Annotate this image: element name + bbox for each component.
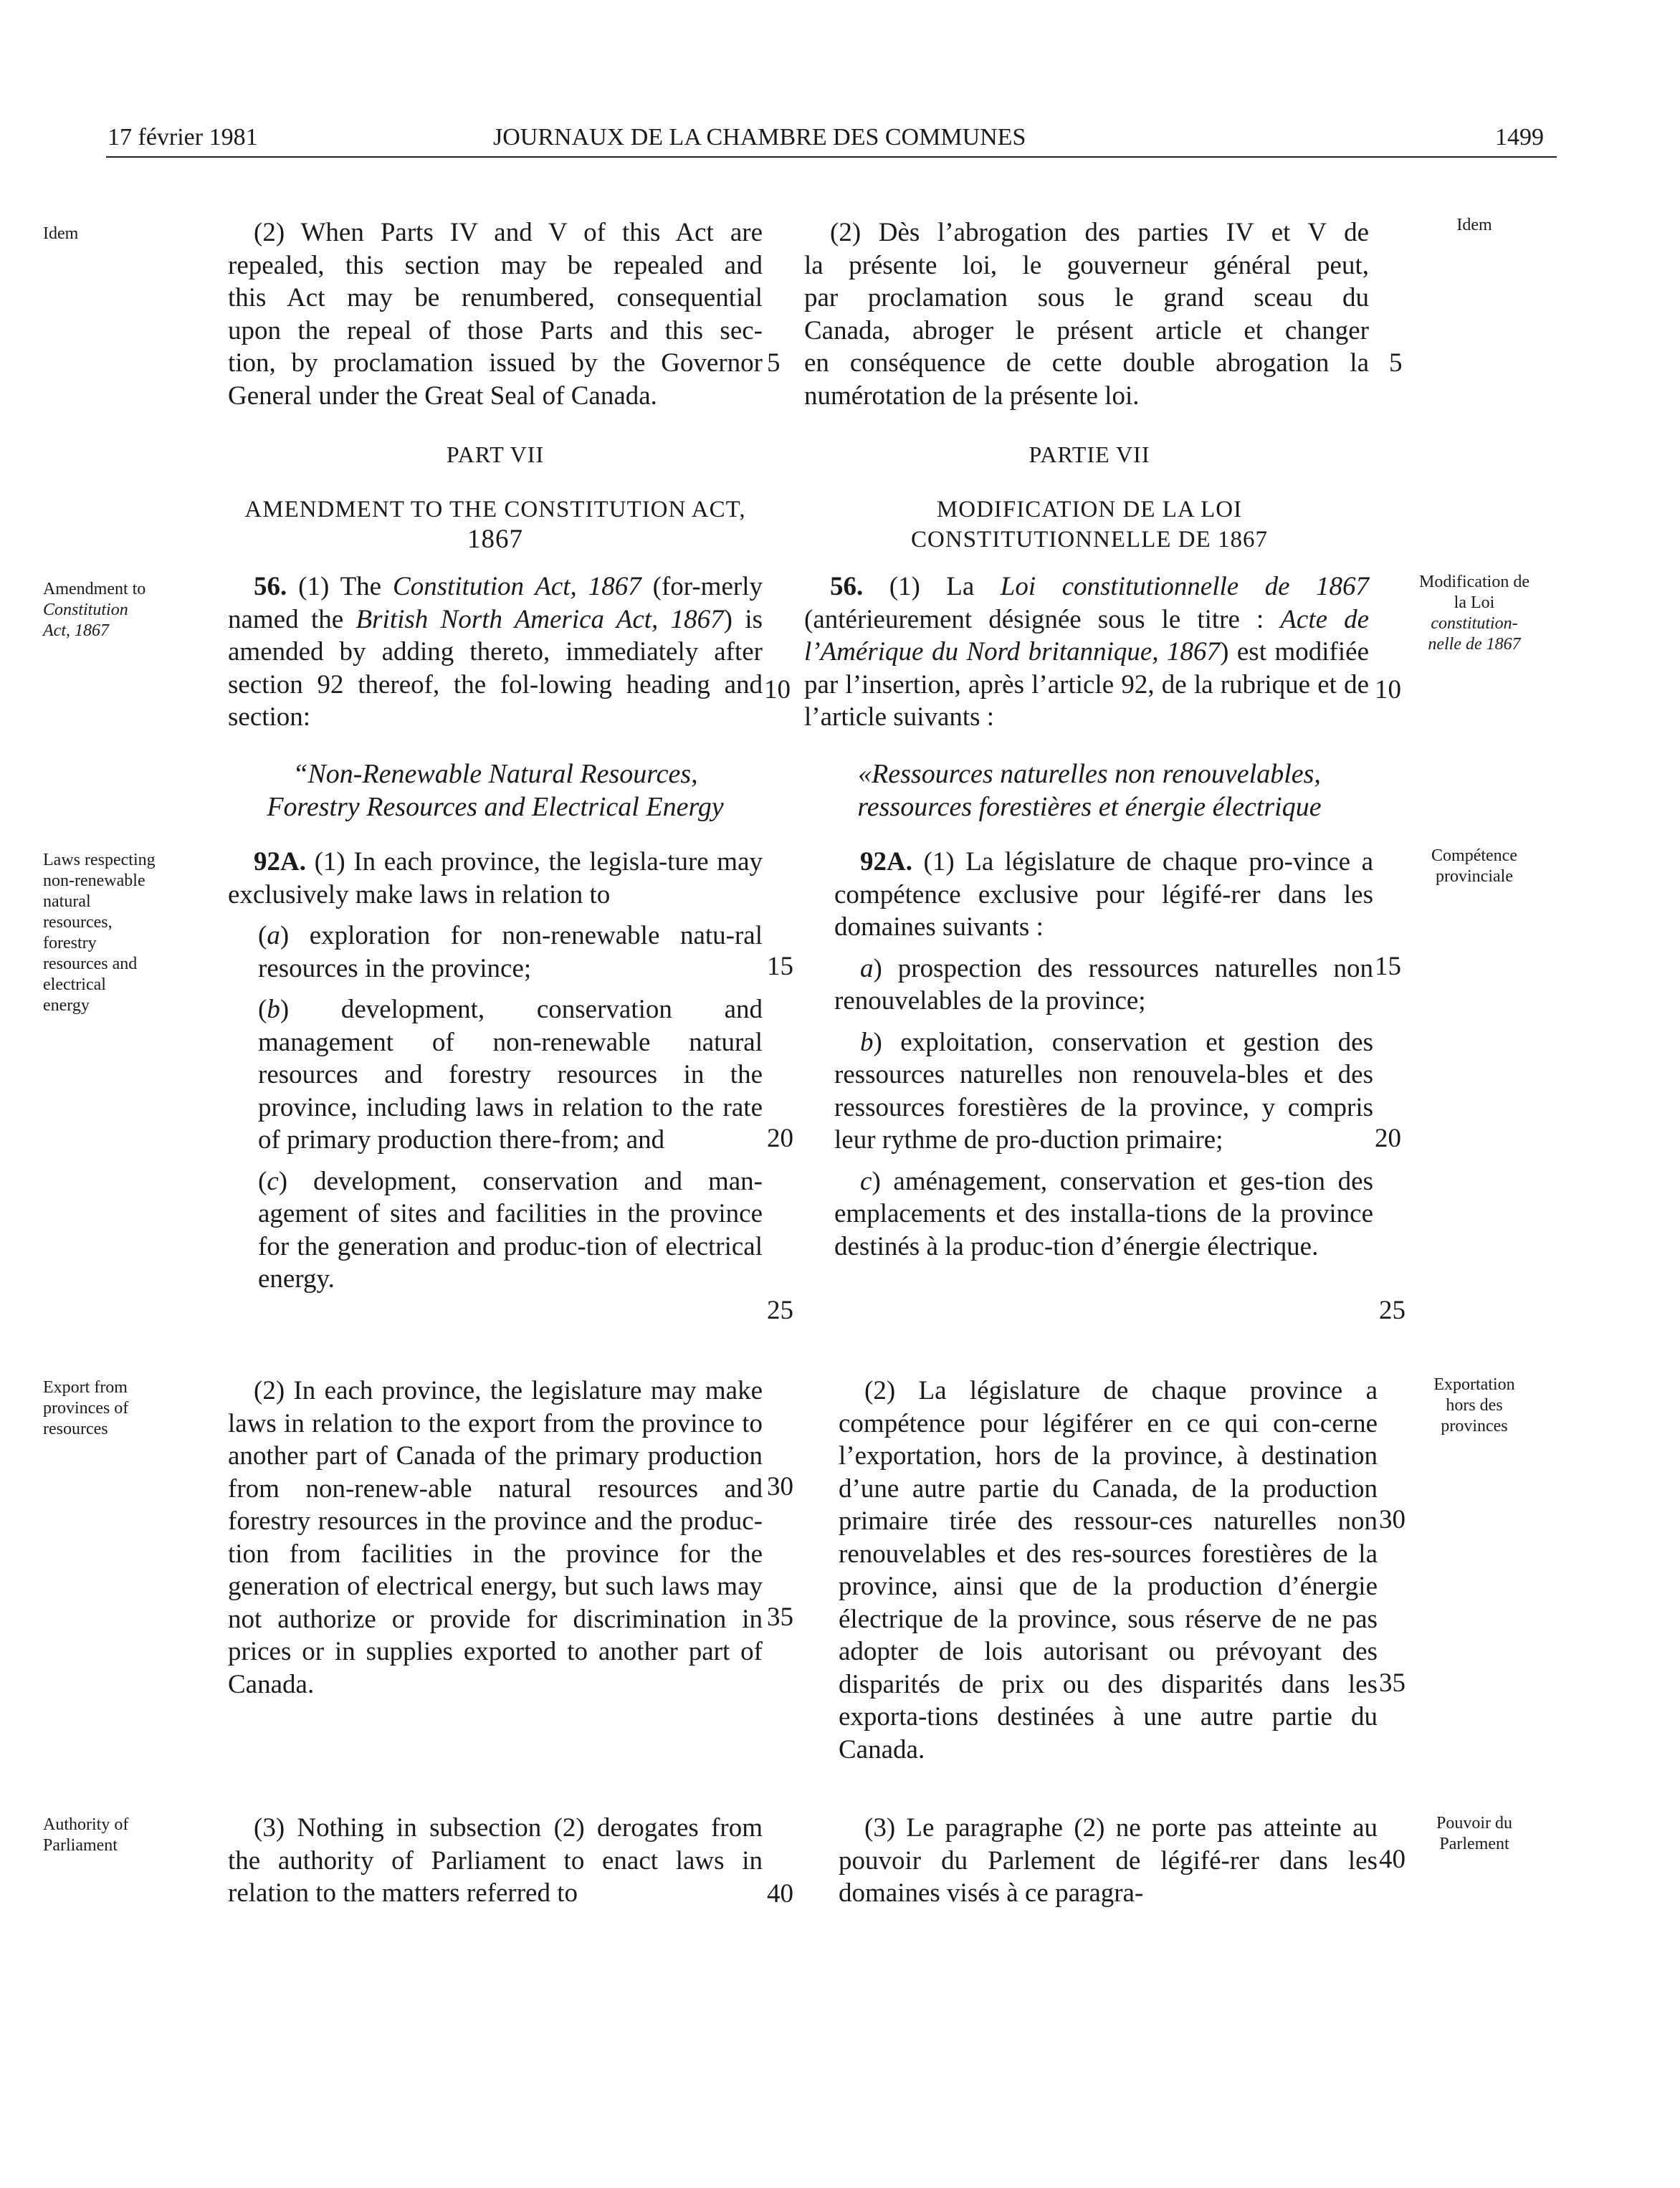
en-part-heading: PART VII bbox=[446, 441, 545, 467]
en-subsection-92a-3: (3) Nothing in subsection (2) derogates from the authority of Parliament to enact laws in relation to the matters referred to bbox=[228, 1813, 763, 1908]
line-number-fr-35: 35 bbox=[1379, 1668, 1405, 1698]
en-section-56: 56. (1) The Constitution Act, 1867 (for-merly named the British North America Act, 1867) is amended by adding thereto, immediately after section 92 thereof, the fol-lowing heading and section: bbox=[228, 572, 763, 732]
fr-section-92a: 92A. (1) La législature de chaque pro-vince a compétence exclusive pour légifé-rer dans les domaines suivants : a) prospection des ressources naturelles non renouvelables de la province; b) exploitation, conservation et gestion des ressources naturelles non renouvela-bles et des ressources forestières de la province, y compris leur rythme de pro-duction primaire; c) aménagement, conservation et ges-tion des emplacements et des installa-tions de la province destinés à la produc-tion d’énergie électrique. bbox=[834, 846, 1373, 1263]
en-subsection-92a-2: (2) In each province, the legislature may make laws in relation to the export from the province to another part of Canada of the primary production from non-renew-able natural resources and forestry resources in the province and the produc-tion from facilities in the province for the generation of electrical energy, but such laws may not authorize or provide for discrimination in prices or in supplies exported to another part of Canada. bbox=[228, 1376, 763, 1699]
fr-item-a: a) prospection des ressources naturelles non renouvelables de la province; bbox=[834, 953, 1373, 1016]
line-number-fr-20: 20 bbox=[1375, 1124, 1401, 1153]
side-note-idem-fr: Idem bbox=[1456, 216, 1492, 234]
line-number-fr-25: 25 bbox=[1379, 1296, 1405, 1325]
side-note-competence-fr: Compétence provinciale bbox=[1431, 846, 1517, 886]
en-quote-heading: “Non-Renewable Natural Resources, Forestry Resources and Electrical Energy bbox=[267, 759, 724, 822]
line-number-en-20: 20 bbox=[767, 1124, 793, 1153]
side-note-modification-fr: Modification de la Loi constitution- nelle de 1867 bbox=[1419, 573, 1529, 654]
line-number-fr-30: 30 bbox=[1379, 1505, 1405, 1534]
line-number-en-15: 15 bbox=[767, 952, 793, 981]
line-number-en-30: 30 bbox=[767, 1472, 793, 1501]
side-note-idem-en: Idem bbox=[43, 224, 79, 243]
line-number-fr-5: 5 bbox=[1389, 348, 1403, 378]
en-amend-heading: AMENDMENT TO THE CONSTITUTION ACT, 1867 bbox=[244, 497, 746, 554]
side-note-pouvoir-fr: Pouvoir du Parlement bbox=[1436, 1814, 1512, 1853]
en-item-b: (b) development, conservation and management of non-renewable natural resources and forestry resources in the province, including laws in relation to the rate of primary production there-from; and bbox=[258, 995, 763, 1155]
header-title: JOURNAUX DE LA CHAMBRE DES COMMUNES bbox=[493, 124, 1026, 151]
fr-subsection-92a-2: (2) La législature de chaque province a compétence pour légiférer en ce qui con-cerne l’exportation, hors de la province, à destination d’une autre partie du Canada, de la production primaire tirée des ressour-ces naturelles non renouvelables et des res-sources forestières de la province, ainsi que de la production d’énergie électrique de la province, sous réserve de ne pas adopter de lois autorisant ou prévoyant des disparités de prix ou des disparités dans les exporta-tions destinées à une autre partie du Canada. bbox=[839, 1376, 1378, 1764]
en-item-c: (c) development, conservation and man-agement of sites and facilities in the province for the generation and produc-tion of electrical energy. bbox=[258, 1166, 763, 1294]
en-subsection-2: (2) When Parts IV and V of this Act are repealed, this section may be repealed and this Act may be renumbered, consequential upon the repeal of those Parts and this sec- tion, by proclamation issued by the Governor General under the Great Seal of Canada. bbox=[228, 218, 763, 411]
line-number-en-25: 25 bbox=[767, 1296, 793, 1325]
fr-subsection-2: (2) Dès l’abrogation des parties IV et V de la présente loi, le gouverneur général peut, par proclamation sous le grand sceau du Canada, abroger le présent article et changer en conséquence de cette double abrogation la numérotation de la présente loi. bbox=[804, 218, 1369, 411]
header-rule bbox=[106, 156, 1557, 158]
line-number-fr-10: 10 bbox=[1375, 675, 1401, 704]
en-item-a: (a) exploration for non-renewable natu-ral resources in the province; bbox=[258, 921, 763, 983]
header-date: 17 février 1981 bbox=[108, 124, 258, 151]
side-note-authority-en: Authority of Parliament bbox=[43, 1815, 129, 1855]
fr-item-b: b) exploitation, conservation et gestion des ressources naturelles non renouvela-bles et des ressources forestières de la province, y compris leur rythme de pro-duction primaire; bbox=[834, 1027, 1373, 1155]
en-section-92a: 92A. (1) In each province, the legisla-ture may exclusively make laws in relation to (a) exploration for non-renewable natu-ral resources in the province; (b) development, conservation and management of non-renewable natural resources and forestry resources in the province, including laws in relation to the rate of primary production there-from; and (c) development, conservation and man-agement of sites and facilities in the province for the generation and produc-tion of electrical energy. bbox=[228, 846, 763, 1296]
line-number-fr-15: 15 bbox=[1375, 952, 1401, 981]
fr-item-c: c) aménagement, conservation et ges-tion des emplacements et des installa-tions de la province destinés à la produc-tion d’énergie électrique. bbox=[834, 1166, 1373, 1261]
side-note-export-en: Export from provinces of resources bbox=[43, 1378, 129, 1438]
side-note-laws-en: Laws respecting non-renewable natural resources, forestry resources and electrical energy bbox=[43, 851, 156, 1015]
side-note-exportation-fr: Exportation hors des provinces bbox=[1433, 1375, 1515, 1435]
fr-section-56: 56. (1) La Loi constitutionnelle de 1867 (antérieurement désignée sous le titre : Acte de l’Amérique du Nord britannique, 1867) est modifiée par l’insertion, après l’article 92, de la rubrique et de l’article suivants : bbox=[804, 572, 1370, 732]
line-number-en-35: 35 bbox=[767, 1602, 793, 1632]
fr-part-heading: PARTIE VII bbox=[1028, 441, 1150, 467]
side-note-amendment-en: Amendment to Constitution Act, 1867 bbox=[43, 580, 146, 640]
page-number: 1499 bbox=[1495, 124, 1544, 151]
line-number-fr-40: 40 bbox=[1379, 1845, 1405, 1874]
line-number-en-10: 10 bbox=[764, 675, 791, 704]
fr-quote-heading: «Ressources naturelles non renouvelables, ressources forestières et énergie électrique bbox=[857, 759, 1322, 822]
line-number-en-5: 5 bbox=[767, 348, 781, 378]
fr-subsection-92a-3: (3) Le paragraphe (2) ne porte pas atteinte au pouvoir du Parlement de légifé-rer dans les domaines visés à ce paragra- bbox=[839, 1813, 1378, 1908]
line-number-en-40: 40 bbox=[767, 1879, 793, 1908]
fr-amend-heading: MODIFICATION DE LA LOI CONSTITUTIONNELLE DE 1867 bbox=[911, 497, 1268, 553]
